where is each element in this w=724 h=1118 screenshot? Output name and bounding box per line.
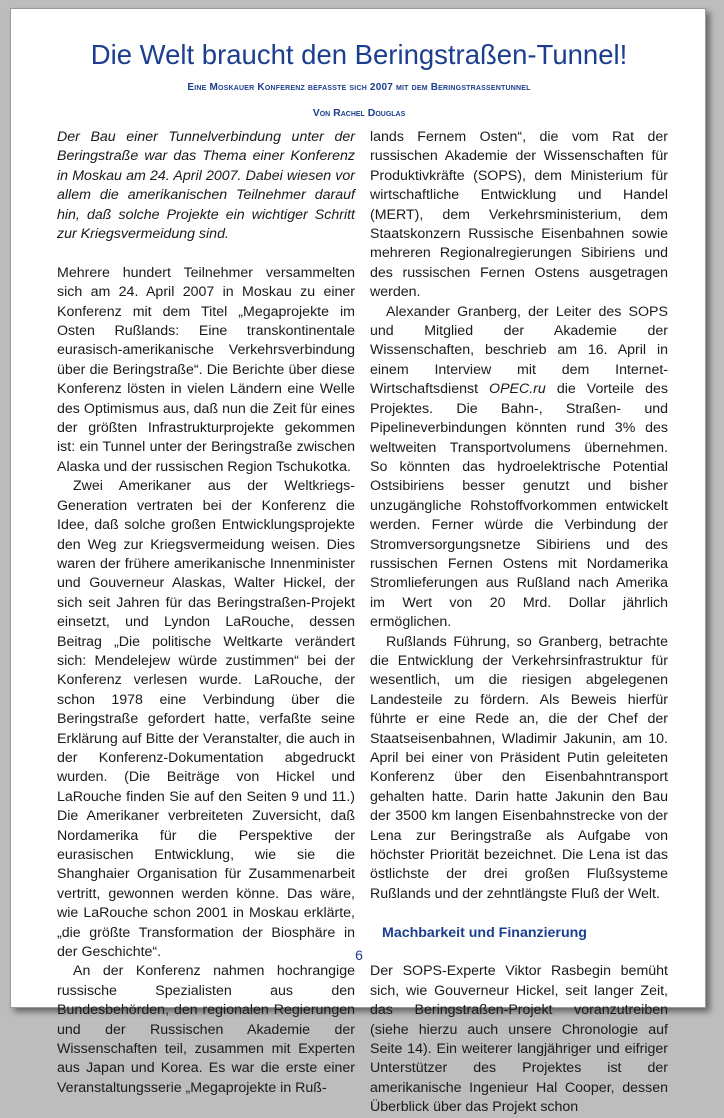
- body-paragraph-6: Der SOPS-Experte Viktor Rasbegin bemüht sich, wie Gouverneur Hickel, seit langer Zeit, das Beringstraßen-Projekt voranzutreiben (siehe hierzu auch unsere Chronologie auf Seite 14). Ein weiterer langjähriger und eifriger Unterstützer des Projektes ist der amerikanische Ingenieur Hal Cooper, dessen Überblick über das Projekt schon: [370, 963, 668, 1116]
- body-paragraph-3: An der Konferenz nahmen hochrangige russische Spezialisten aus den Bundesbehörden, den regionalen Regierungen und der Russischen Akademie der Wissenschaften teil, zusammen mit Experten aus Japan und Korea. Es war die erste einer Veranstaltungsserie „Megaprojekte in Ruß-: [57, 963, 355, 1096]
- body-paragraph-4: [370, 303, 668, 633]
- paragraph-4-text-end: die Vorteile des Projektes. Die Bahn-, Straßen- und Pipelineverbindungen könnten rund 3% des weltweiten Transportvolumens übernehmen. So könnten das hydroelektrische Potential Ostsibiriens besser genutzt und bisher unzugängliche Rohstoffvorkommen entwickelt werden. Ferner würde die Verbindung der Stromversorgungsnetze Sibiriens und des russischen Fernen Ostens mit Nordamerika Stromlieferungen aus Rußland nach Amerika im Wert von 20 Mrd. Dollar jährlich ermöglichen.: [370, 381, 668, 631]
- body-paragraph-3-continued: lands Fernem Osten“, die vom Rat der russischen Akademie der Wissenschaften für Produktivkräfte (SOPS), dem Ministerium für wirtschaftliche Entwicklung und Handel (MERT), dem Verkehrsministerium, dem Staatskonzern Russische Eisenbahnen sowie mehreren Regionalregierungen Sibiriens und des russischen Fernen Ostens ausgetragen werden.: [370, 129, 668, 301]
- article-byline: Von Rachel Douglas: [312, 107, 406, 119]
- paragraph-4-text-start: Alexander Granberg, der Leiter des SOPS und Mitglied der Akademie der Wissenschaften, beschrieb am 16. April in einem Interview mit dem Internet-Wirtschaftsdienst: [370, 303, 668, 398]
- body-paragraph-5: Rußlands Führung, so Granberg, betrachte die Entwicklung der Verkehrsinfrastruktur für wesentlich, um die riesigen abgelegenen Landesteile zu fördern. Als Beweis hierfür führte er eine Rede an, die der Chef der Staatseisenbahnen, Wladimir Jakunin, am 10. April bei einer von Präsident Putin geleiteten Konferenz über den Eisenbahntransport gehalten hatte. Darin hatte Jakunin den Bau der 3500 km langen Eisenbahnstrecke von der Lena zur Beringstraße als Aufgabe von höchster Priorität bezeichnet. Die Lena ist das östlichste der drei großen Flußsysteme Rußlands und der zehntlängste Fluß der Welt.: [370, 633, 668, 902]
- section-heading: Machbarkeit und Finanzierung: [382, 924, 587, 941]
- body-paragraph-2: Zwei Amerikaner aus der Weltkriegs-Generation vertraten bei der Konferenz die Idee, daß solche großen Entwicklungsprojekte den Weg zur Kriegsvermeidung weisen. Dies waren der frühere amerikanische Innenminister und Gouverneur Alaskas, Walter Hickel, der sich seit Jahren für das Beringstraßen-Projekt einsetzt, und Lyndon LaRouche, dessen Beitrag „Die politische Weltkarte verändert sich: Mendelejew würde zustimmen“ bei der Konferenz verlesen wurde. LaRouche, der schon 1978 eine Verbindung über die Beringstraße gefordert hatte, verfaßte seine Erklärung auf Bitte der Veranstalter, die auch in der Konferenz-Dokumentation abgedruckt wurden. (Die Beiträge von Hickel und LaRouche finden Sie auf den Seiten 9 und 11.) Die Amerikaner verbreiteten Zuversicht, daß Nordamerika für die Perspektive der eurasischen Entwicklung, wie sie die Shanghaier Organisation für Zusammenarbeit vertritt, gewonnen werden könne. Das wäre, wie LaRouche schon 2001 in Moskau erklärte, „die größte Transformation der Biosphäre in der Geschichte“.: [57, 478, 355, 961]
- body-paragraph-1: Mehrere hundert Teilnehmer versammelten sich am 24. April 2007 in Moskau zu einer Konferenz mit dem Titel „Megaprojekte im Osten Rußlands: Eine transkontinentale eurasisch-amerikanische Verkehrsverbindung über die Beringstraße“. Die Berichte über diese Konferenz lösten in vielen Ländern eine Welle des Optimismus aus, daß nun die Zeit für eines der größten Infrastrukturprojekte gekommen ist: ein Tunnel unter der Beringstraße zwischen Alaska und der russischen Region Tschukotka.: [57, 264, 355, 475]
- page-number: 6: [355, 947, 363, 963]
- article-subtitle: Eine Moskauer Konferenz befasste sich 2007 mit dem Beringstrassentunnel: [187, 82, 531, 93]
- lead-paragraph: Der Bau einer Tunnelverbindung unter der Beringstraße war das Thema einer Konferenz in Moskau am 24. April 2007. Dabei wiesen vor allem die amerikanischen Teilnehmer darauf hin, daß solche Projekte ein wichtiger Schritt zur Kriegsvermeidung sind.: [57, 129, 355, 243]
- column-right: [370, 128, 668, 1118]
- page-sheet: [10, 8, 706, 1116]
- article-title: Die Welt braucht den Beringstraßen-Tunnel!: [90, 39, 628, 70]
- source-name: OPEC.ru: [489, 381, 546, 398]
